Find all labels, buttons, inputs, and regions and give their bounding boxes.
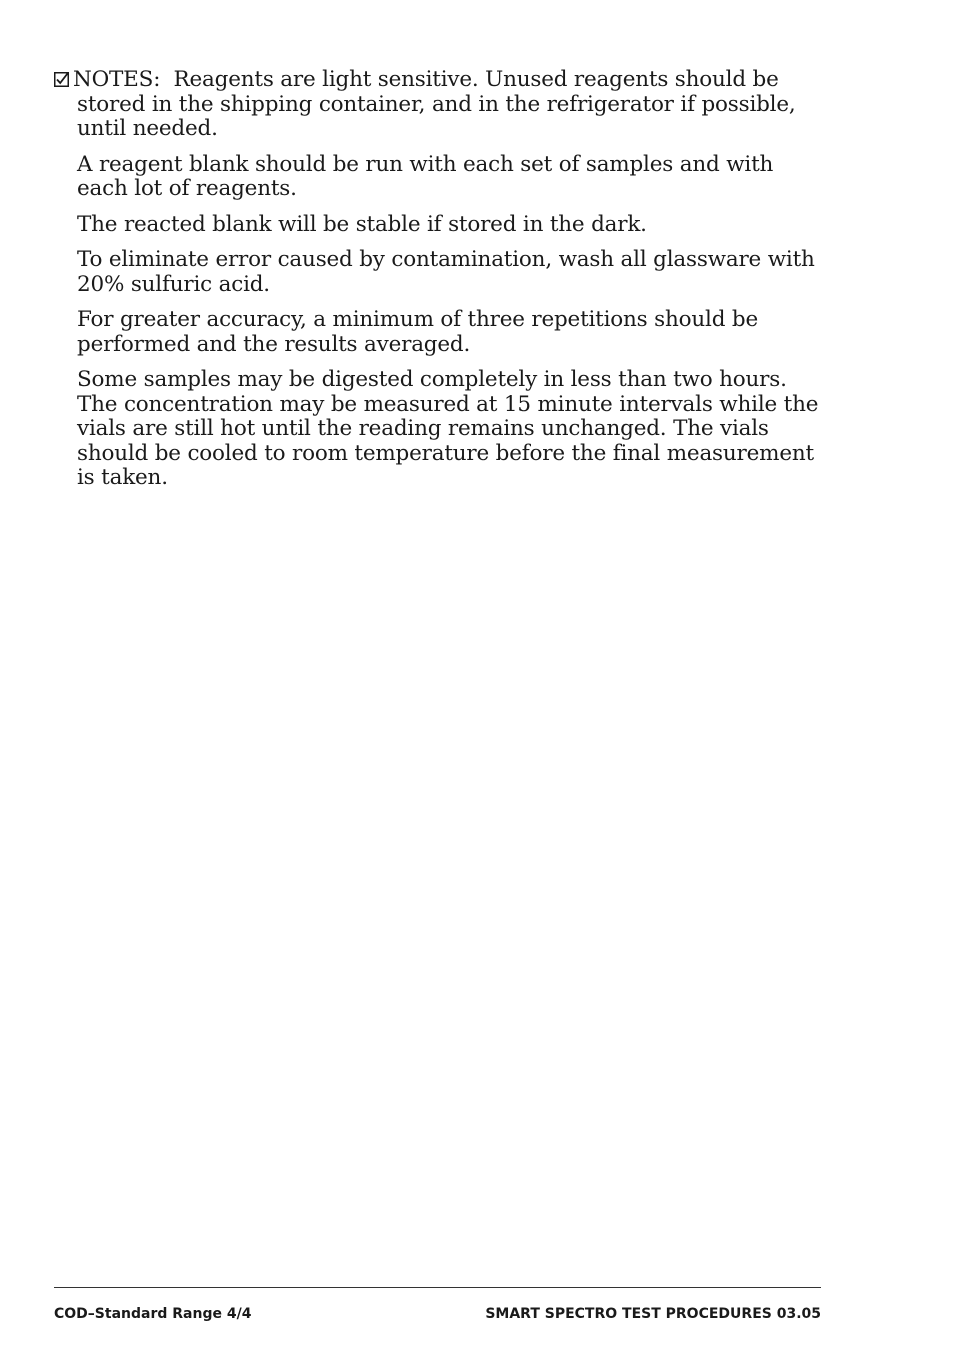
notes-paragraph: For greater accuracy, a minimum of three repetitions should be performed and the results averaged. xyxy=(77,307,758,357)
notes-paragraph: To eliminate error caused by contamination, wash all glassware with 20% sulfuric acid. xyxy=(77,247,815,297)
notes-paragraph: A reagent blank should be run with each set of samples and with each lot of reagents. xyxy=(77,151,774,201)
notes-paragraph: Some samples may be digested completely in less than two hours. The concentration may be measured at 15 minute intervals while the vials are still hot until the reading remains unchanged. The vials should be cooled to room temperature before the final measurement is taken. xyxy=(77,367,819,490)
notes-text: Reagents are light sensitive. Unused reagents should be stored in the shipping container, and in the refrigerator if possible, until needed. xyxy=(77,67,796,141)
footer-document-title: SMART SPECTRO TEST PROCEDURES 03.05 xyxy=(485,1306,821,1322)
notes-section xyxy=(54,68,824,502)
notes-label: NOTES: xyxy=(73,67,161,92)
checked-box-icon xyxy=(54,72,69,87)
footer-divider xyxy=(54,1287,821,1288)
footer-section-title: COD–Standard Range 4/4 xyxy=(54,1306,252,1322)
notes-paragraph: The reacted blank will be stable if stored in the dark. xyxy=(77,211,647,237)
notes-paragraph xyxy=(54,68,824,142)
